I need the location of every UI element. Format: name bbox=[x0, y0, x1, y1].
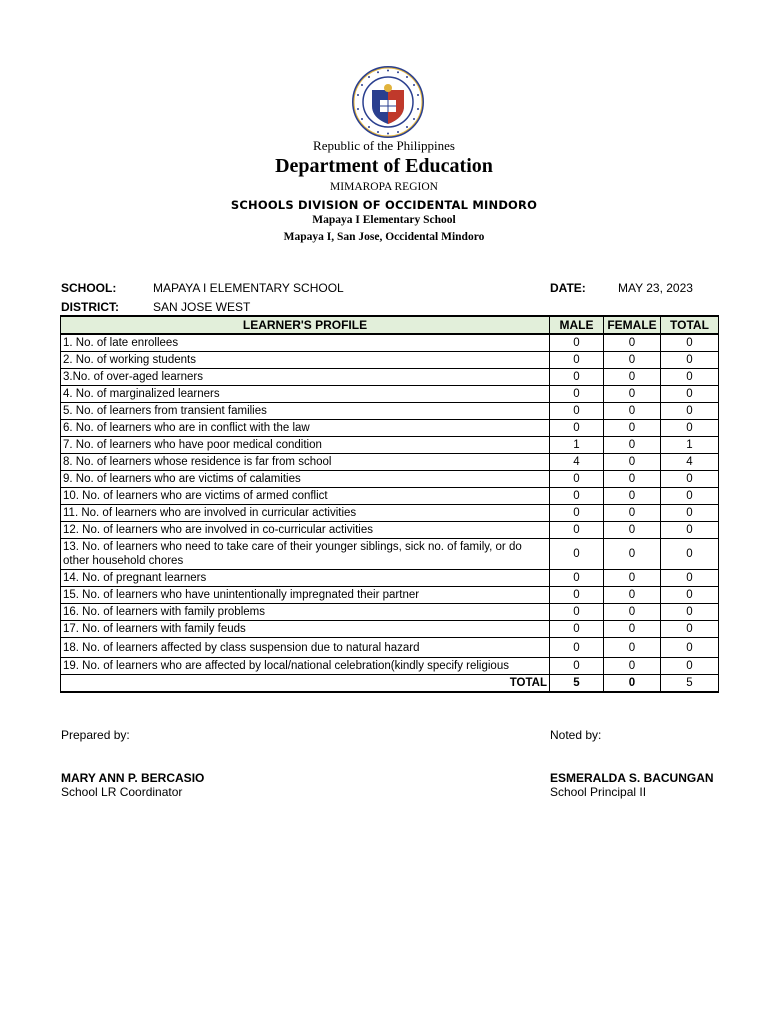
table-row bbox=[61, 638, 719, 658]
male-cell: 0 bbox=[550, 386, 604, 403]
table-row bbox=[61, 621, 719, 638]
female-cell: 0 bbox=[604, 352, 661, 369]
row-label: 1. No. of late enrollees bbox=[61, 334, 550, 352]
total-cell: 0 bbox=[661, 604, 719, 621]
female-cell: 0 bbox=[604, 587, 661, 604]
total-cell: 0 bbox=[661, 621, 719, 638]
table-row bbox=[61, 437, 719, 454]
header-learners-profile: LEARNER'S PROFILE bbox=[61, 316, 550, 334]
table-row bbox=[61, 587, 719, 604]
male-cell: 0 bbox=[550, 604, 604, 621]
total-cell: 0 bbox=[661, 386, 719, 403]
date-label: DATE: bbox=[550, 281, 586, 295]
row-label: 17. No. of learners with family feuds bbox=[61, 621, 550, 638]
total-row bbox=[61, 675, 719, 693]
school-value: MAPAYA I ELEMENTARY SCHOOL bbox=[153, 281, 344, 295]
total-cell: 0 bbox=[661, 587, 719, 604]
table-row bbox=[61, 604, 719, 621]
total-cell: 0 bbox=[661, 369, 719, 386]
male-cell: 0 bbox=[550, 539, 604, 570]
male-cell: 0 bbox=[550, 488, 604, 505]
total-cell: 0 bbox=[661, 488, 719, 505]
male-cell: 0 bbox=[550, 570, 604, 587]
table-row bbox=[61, 369, 719, 386]
row-label: 4. No. of marginalized learners bbox=[61, 386, 550, 403]
row-label: 6. No. of learners who are in conflict with the law bbox=[61, 420, 550, 437]
male-cell: 4 bbox=[550, 454, 604, 471]
row-label: 11. No. of learners who are involved in curricular activities bbox=[61, 505, 550, 522]
row-label: 12. No. of learners who are involved in co-curricular activities bbox=[61, 522, 550, 539]
total-cell: 0 bbox=[661, 522, 719, 539]
prepared-by-name: MARY ANN P. BERCASIO bbox=[61, 771, 205, 785]
row-label: 8. No. of learners whose residence is far from school bbox=[61, 454, 550, 471]
female-cell: 0 bbox=[604, 454, 661, 471]
female-cell: 0 bbox=[604, 570, 661, 587]
row-label: 5. No. of learners from transient families bbox=[61, 403, 550, 420]
district-value: SAN JOSE WEST bbox=[153, 300, 251, 314]
female-cell: 0 bbox=[604, 437, 661, 454]
female-cell: 0 bbox=[604, 403, 661, 420]
female-cell: 0 bbox=[604, 386, 661, 403]
table-row bbox=[61, 334, 719, 352]
total-total-cell: 5 bbox=[661, 675, 719, 693]
row-label: 14. No. of pregnant learners bbox=[61, 570, 550, 587]
table-row bbox=[61, 403, 719, 420]
total-cell: 0 bbox=[661, 334, 719, 352]
row-label: 18. No. of learners affected by class suspension due to natural hazard bbox=[61, 638, 550, 658]
school-heading: Mapaya I Elementary School bbox=[312, 214, 456, 226]
table-row bbox=[61, 658, 719, 675]
region-heading: MIMAROPA REGION bbox=[330, 181, 438, 193]
male-cell: 0 bbox=[550, 369, 604, 386]
table-row bbox=[61, 570, 719, 587]
female-cell: 0 bbox=[604, 471, 661, 488]
table-row bbox=[61, 352, 719, 369]
table-row bbox=[61, 522, 719, 539]
total-cell: 0 bbox=[661, 539, 719, 570]
row-label: 19. No. of learners who are affected by local/national celebration(kindly specify religious bbox=[61, 658, 550, 675]
total-cell: 0 bbox=[661, 471, 719, 488]
total-female-cell: 0 bbox=[604, 675, 661, 693]
republic-heading: Republic of the Philippines bbox=[313, 138, 455, 153]
female-cell: 0 bbox=[604, 420, 661, 437]
male-cell: 0 bbox=[550, 638, 604, 658]
school-label: SCHOOL: bbox=[61, 281, 117, 295]
male-cell: 0 bbox=[550, 621, 604, 638]
row-label: 10. No. of learners who are victims of armed conflict bbox=[61, 488, 550, 505]
table-header-row bbox=[61, 316, 719, 334]
total-cell: 0 bbox=[661, 570, 719, 587]
prepared-by-label: Prepared by: bbox=[61, 728, 130, 742]
total-cell: 0 bbox=[661, 638, 719, 658]
male-cell: 0 bbox=[550, 352, 604, 369]
female-cell: 0 bbox=[604, 621, 661, 638]
total-cell: 0 bbox=[661, 505, 719, 522]
row-label: 13. No. of learners who need to take care of their younger siblings, sick no. of family, or do other household chores bbox=[61, 539, 550, 570]
total-male-cell: 5 bbox=[550, 675, 604, 693]
row-label: 16. No. of learners with family problems bbox=[61, 604, 550, 621]
female-cell: 0 bbox=[604, 334, 661, 352]
row-label: 2. No. of working students bbox=[61, 352, 550, 369]
row-label: 7. No. of learners who have poor medical condition bbox=[61, 437, 550, 454]
male-cell: 0 bbox=[550, 403, 604, 420]
total-cell: 0 bbox=[661, 420, 719, 437]
noted-by-name: ESMERALDA S. BACUNGAN bbox=[550, 771, 714, 785]
total-cell: 0 bbox=[661, 658, 719, 675]
district-label: DISTRICT: bbox=[61, 300, 119, 314]
noted-by-title: School Principal II bbox=[550, 785, 647, 799]
prepared-by-title: School LR Coordinator bbox=[61, 785, 183, 799]
total-cell: 0 bbox=[661, 403, 719, 420]
row-label: 9. No. of learners who are victims of calamities bbox=[61, 471, 550, 488]
date-value: MAY 23, 2023 bbox=[618, 281, 693, 295]
female-cell: 0 bbox=[604, 488, 661, 505]
deped-seal-icon bbox=[352, 66, 424, 138]
table-row bbox=[61, 488, 719, 505]
table-row bbox=[61, 505, 719, 522]
header-male: MALE bbox=[550, 316, 604, 334]
table-row bbox=[61, 454, 719, 471]
male-cell: 0 bbox=[550, 505, 604, 522]
male-cell: 0 bbox=[550, 587, 604, 604]
table-row bbox=[61, 386, 719, 403]
table-row bbox=[61, 420, 719, 437]
division-heading: SCHOOLS DIVISION OF OCCIDENTAL MINDORO bbox=[230, 198, 538, 212]
female-cell: 0 bbox=[604, 658, 661, 675]
header-female: FEMALE bbox=[604, 316, 661, 334]
female-cell: 0 bbox=[604, 369, 661, 386]
header-total: TOTAL bbox=[661, 316, 719, 334]
female-cell: 0 bbox=[604, 522, 661, 539]
total-cell: 4 bbox=[661, 454, 719, 471]
male-cell: 0 bbox=[550, 471, 604, 488]
male-cell: 0 bbox=[550, 522, 604, 539]
total-cell: 0 bbox=[661, 352, 719, 369]
male-cell: 0 bbox=[550, 658, 604, 675]
female-cell: 0 bbox=[604, 604, 661, 621]
female-cell: 0 bbox=[604, 638, 661, 658]
row-label: 3.No. of over-aged learners bbox=[61, 369, 550, 386]
female-cell: 0 bbox=[604, 505, 661, 522]
total-label: TOTAL bbox=[61, 675, 550, 693]
row-label: 15. No. of learners who have unintentionally impregnated their partner bbox=[61, 587, 550, 604]
address-heading: Mapaya I, San Jose, Occidental Mindoro bbox=[283, 231, 485, 243]
department-heading: Department of Education bbox=[275, 155, 493, 177]
male-cell: 1 bbox=[550, 437, 604, 454]
male-cell: 0 bbox=[550, 334, 604, 352]
female-cell: 0 bbox=[604, 539, 661, 570]
noted-by-label: Noted by: bbox=[550, 728, 602, 742]
learners-profile-table bbox=[60, 315, 719, 693]
total-cell: 1 bbox=[661, 437, 719, 454]
table-row bbox=[61, 471, 719, 488]
male-cell: 0 bbox=[550, 420, 604, 437]
table-row bbox=[61, 539, 719, 570]
